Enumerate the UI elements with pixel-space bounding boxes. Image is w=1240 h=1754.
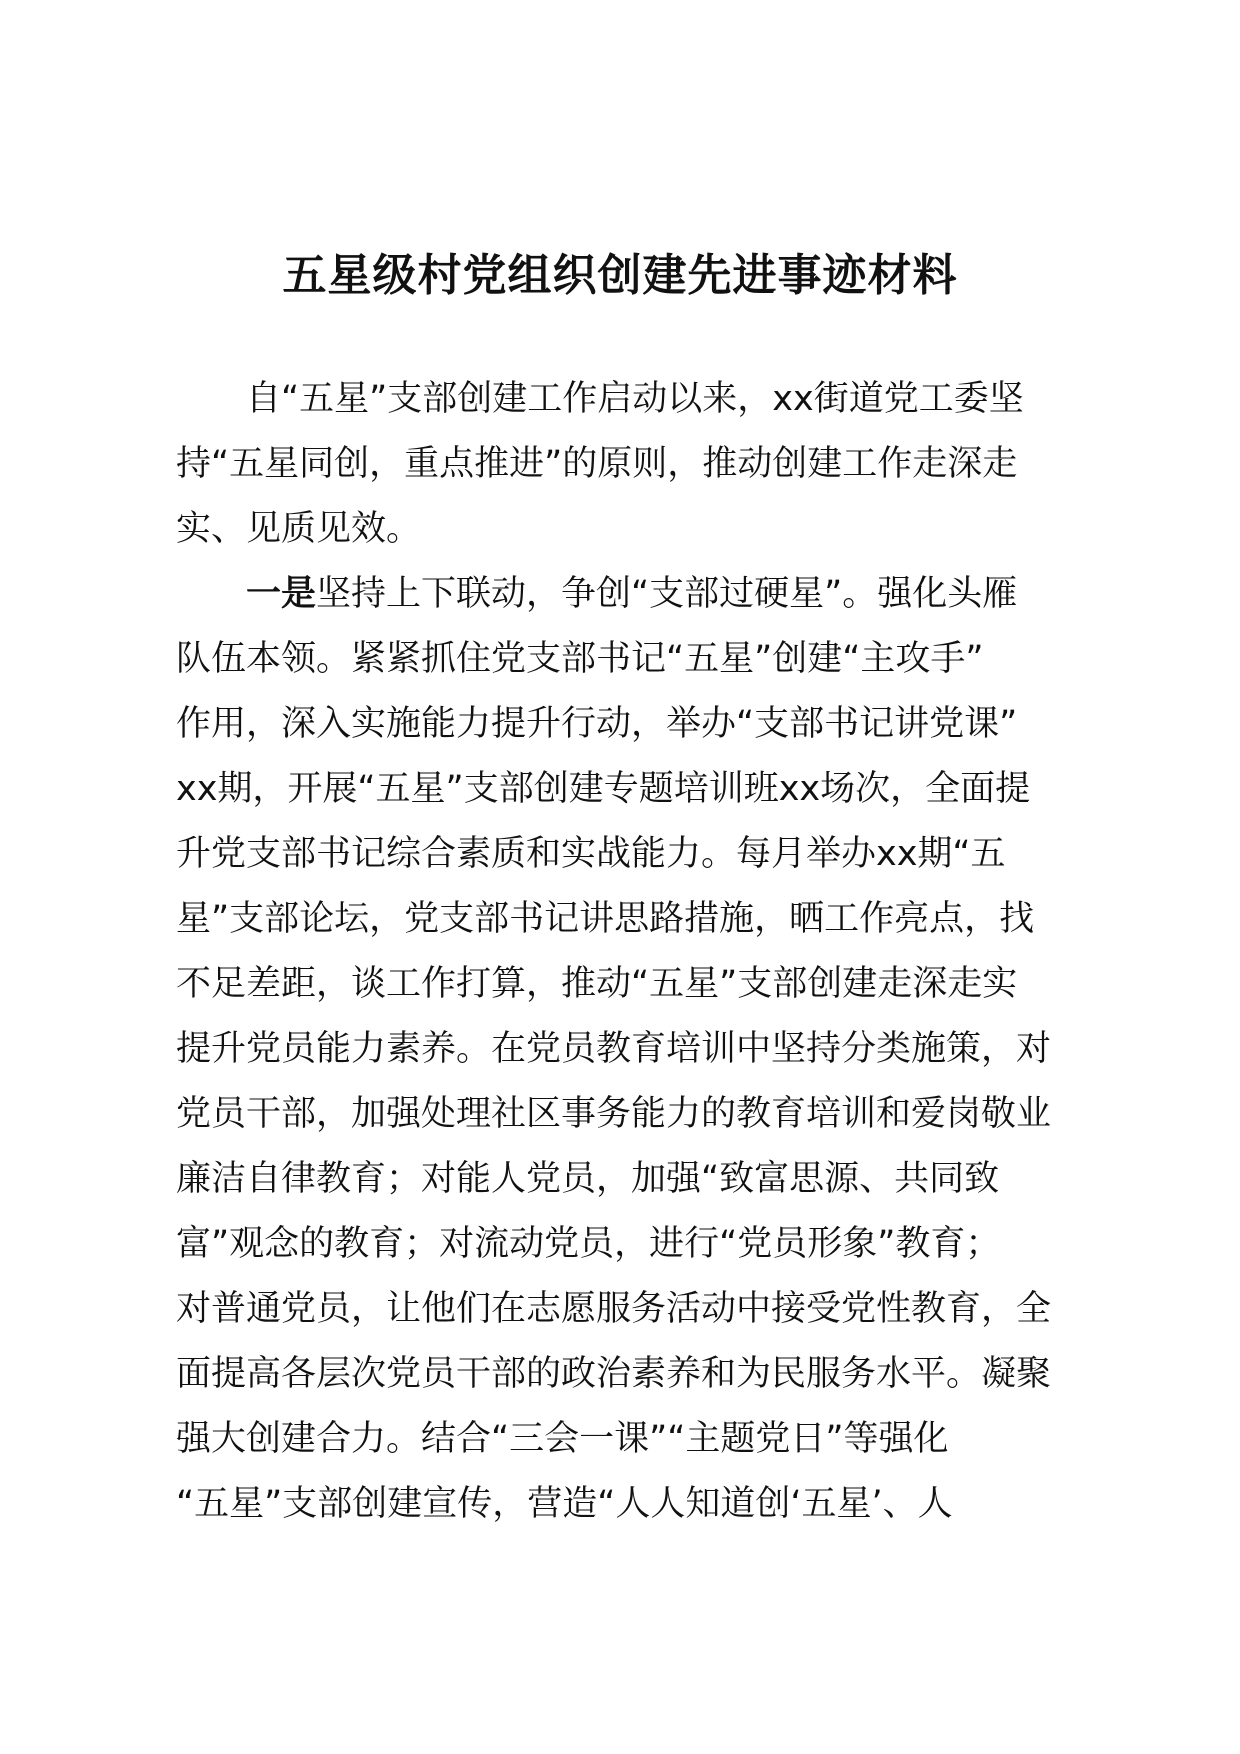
document-body <box>176 367 1096 1537</box>
text-line: 队伍本领。紧紧抓住党支部书记“五星”创建“主攻手” <box>176 639 984 679</box>
text-line: 富”观念的教育；对流动党员，进行“党员形象”教育； <box>176 1224 1001 1264</box>
text-line: “五星”支部创建宣传，营造“人人知道创‘五星’、人 <box>176 1484 953 1524</box>
text-line: 面提高各层次党员干部的政治素养和为民服务水平。凝聚 <box>176 1354 1052 1394</box>
lead-phrase: 一是 <box>246 574 317 614</box>
text-line: 廉洁自律教育；对能人党员，加强“致富思源、共同致 <box>176 1159 1000 1199</box>
text-line: 持“五星同创，重点推进”的原则，推动创建工作走深走 <box>176 444 1018 484</box>
paragraph-first-point <box>176 562 1096 1537</box>
text-line: 强大创建合力。结合“三会一课”“主题党日”等强化 <box>176 1419 949 1459</box>
text-line: xx期，开展“五星”支部创建专题培训班xx场次，全面提 <box>176 769 1031 809</box>
text-line <box>176 562 1096 627</box>
text-line: 不足差距，谈工作打算，推动“五星”支部创建走深走实 <box>176 964 1018 1004</box>
paragraph-intro <box>176 367 1096 562</box>
document-title: 五星级村党组织创建先进事迹材料 <box>282 250 958 301</box>
text-line: 自“五星”支部创建工作启动以来，xx街道党工委坚 <box>246 379 1024 419</box>
text-line: 升党支部书记综合素质和实战能力。每月举办xx期“五 <box>176 834 1006 874</box>
text-line: 党员干部，加强处理社区事务能力的教育培训和爱岗敬业 <box>176 1094 1052 1134</box>
text-line: 实、见质见效。 <box>176 509 422 549</box>
text-line-rest: 坚持上下联动，争创“支部过硬星”。强化头雁 <box>316 574 1018 614</box>
text-line: 对普通党员，让他们在志愿服务活动中接受党性教育，全 <box>176 1289 1052 1329</box>
text-line: 提升党员能力素养。在党员教育培训中坚持分类施策，对 <box>176 1029 1052 1069</box>
text-line: 作用，深入实施能力提升行动，举办“支部书记讲党课” <box>176 704 1018 744</box>
text-line: 星”支部论坛，党支部书记讲思路措施，晒工作亮点，找 <box>176 899 1035 939</box>
